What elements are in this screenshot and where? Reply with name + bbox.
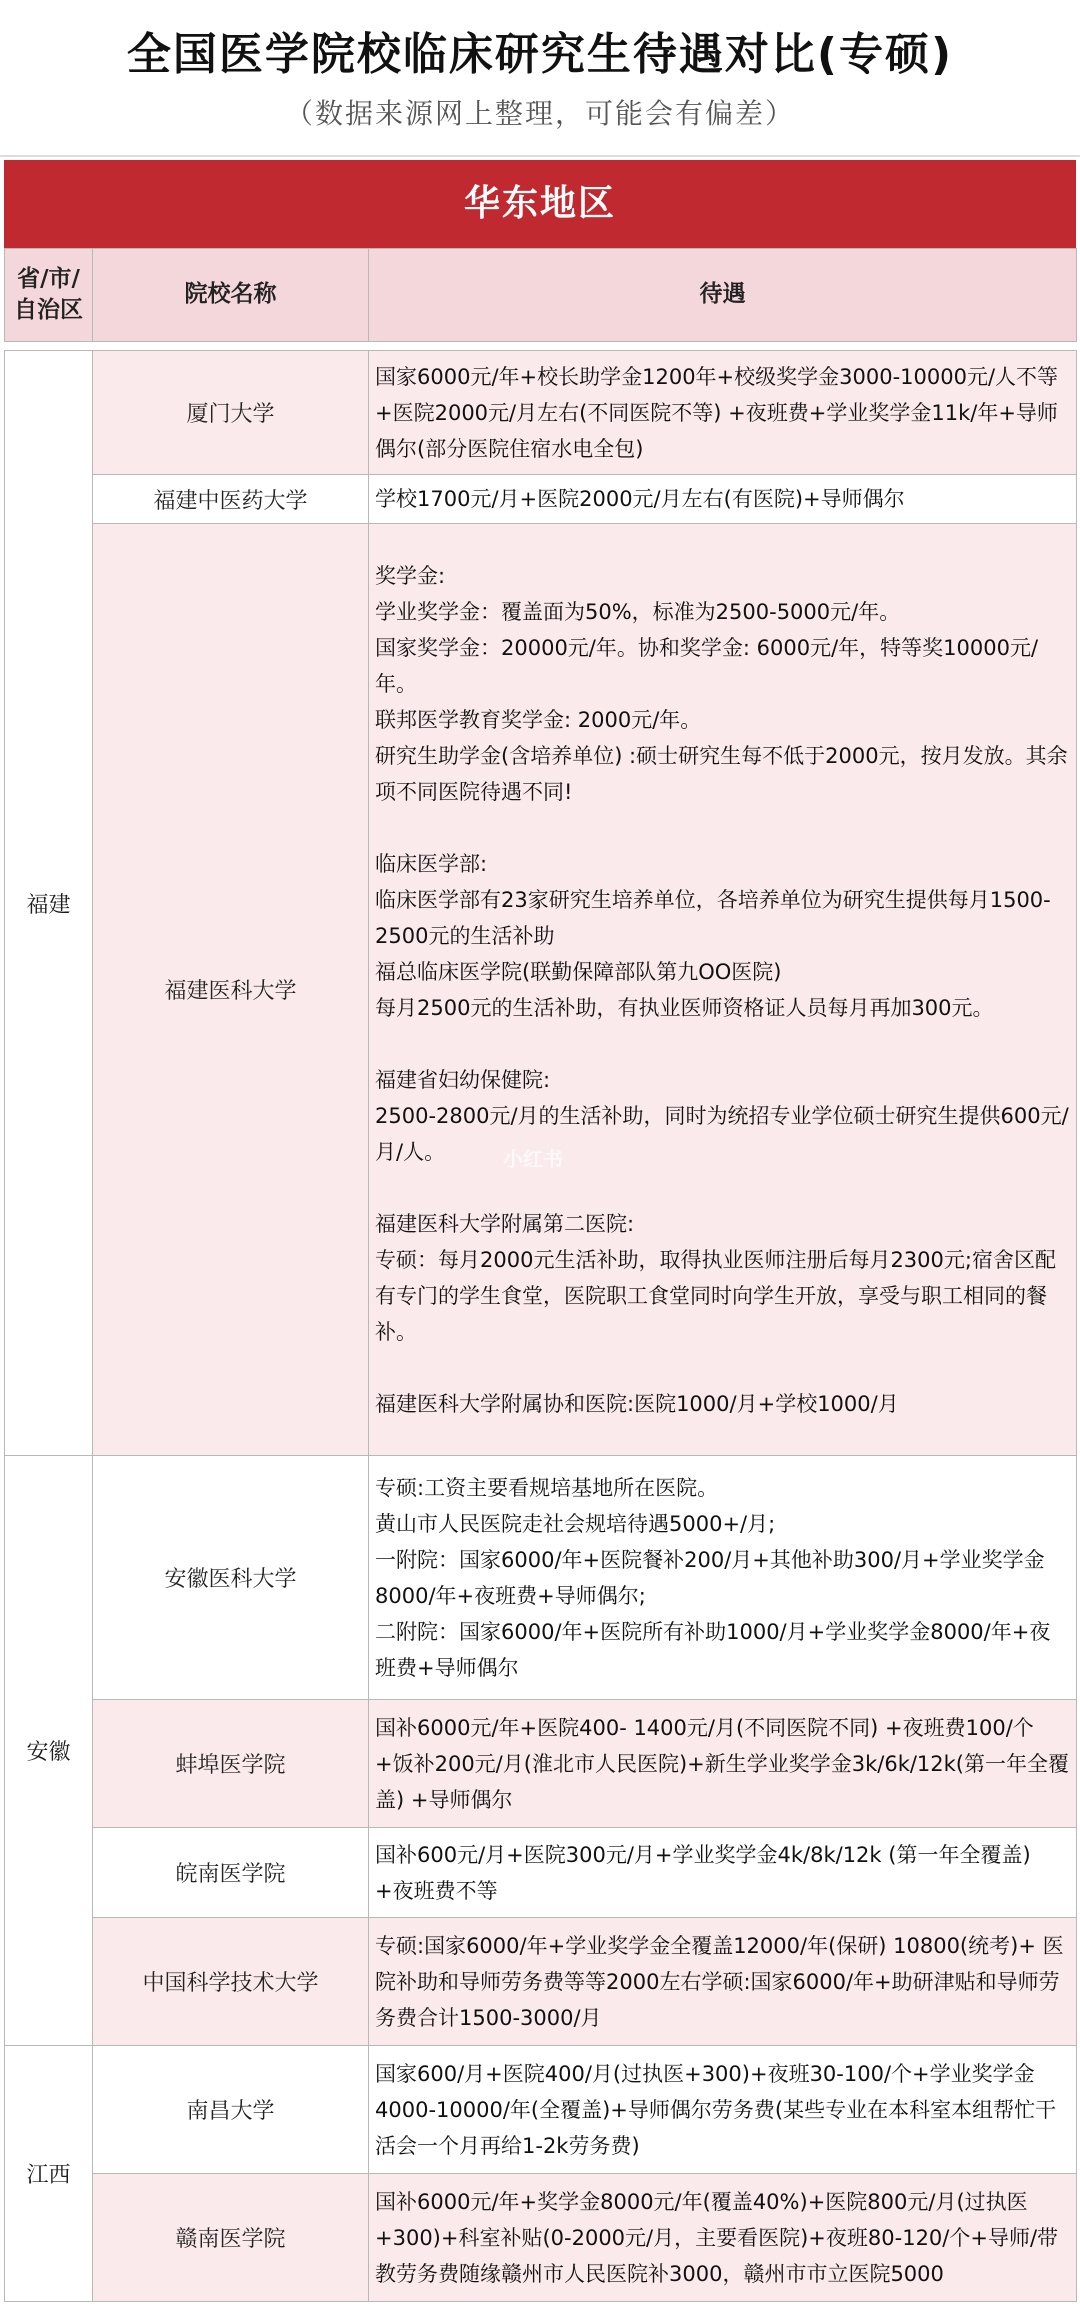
header-divider (0, 155, 1080, 157)
benefit-detail: 国家6000元/年+校长助学金1200年+校级奖学金3000-10000元/人不等+医院2000元/月左右(不同医院不等) +夜班费+学业奖学金11k/年+导师偶尔(部分医院住宿水电全包) (369, 351, 1077, 475)
school-name: 中国科学技术大学 (93, 1918, 369, 2046)
table-header-row (5, 249, 1077, 342)
school-name: 赣南医学院 (93, 2174, 369, 2302)
benefit-detail: 专硕:国家6000/年+学业奖学金全覆盖12000/年(保研) 10800(统考)+ 医院补助和导师劳务费等等2000左右学硕:国家6000/年+助研津贴和导师劳务费合计1500-3000/月 (369, 1918, 1077, 2046)
watermark-logo: 小红书 (503, 1147, 563, 1171)
table-row (5, 1828, 1077, 1918)
table-row (5, 1700, 1077, 1828)
benefit-detail: 国补6000元/年+医院400- 1400元/月(不同医院不同) +夜班费100/个+饭补200元/月(淮北市人民医院)+新生学业奖学金3k/6k/12k(第一年全覆盖) +导师偶尔 (369, 1700, 1077, 1828)
school-name: 皖南医学院 (93, 1828, 369, 1918)
table-row (5, 524, 1077, 1456)
school-name: 福建医科大学 (93, 524, 369, 1456)
table-row (5, 2174, 1077, 2302)
page-subtitle: （数据来源网上整理，可能会有偏差） (284, 97, 795, 130)
table-row (5, 1918, 1077, 2046)
school-name: 安徽医科大学 (93, 1456, 369, 1700)
benefits-table (4, 248, 1077, 2302)
column-header-province: 省/市/自治区 (5, 249, 93, 342)
school-name: 厦门大学 (93, 351, 369, 475)
table-row (5, 1456, 1077, 1700)
school-name: 南昌大学 (93, 2046, 369, 2174)
benefit-detail: 专硕:工资主要看规培基地所在医院。 黄山市人民医院走社会规培待遇5000+/月; 一附院：国家6000/年+医院餐补200/月+其他补助300/月+学业奖学金8000/年+夜班费+导师偶尔; 二附院：国家6000/年+医院所有补助1000/月+学业奖学金8000/年+夜班费+导师偶尔 (369, 1456, 1077, 1700)
table-row (5, 2046, 1077, 2174)
benefit-detail: 奖学金: 学业奖学金：覆盖面为50%，标准为2500-5000元/年。 国家奖学金：20000元/年。协和奖学金: 6000元/年，特等奖10000元/年。 联邦医学教育奖学金: 2000元/年。 研究生助学金(含培养单位) :硕士研究生每不低于2000元，按月发放。其余项不同医院待遇不同! 临床医学部: 临床医学部有23家研究生培养单位，各培养单位为研究生提供每月1500-2500元的生活补助 福总临床医学院(联勤保障部队第九OO医院) 每月2500元的生活补助，有执业医师资格证人员每月再加300元。 福建省妇幼保健院: 2500-2800元/月的生活补助，同时为统招专业学位硕士研究生提供600元/月/人。 福建医科大学附属第二医院: 专硕：每月2000元生活补助，取得执业医师注册后每月2300元;宿舍区配有专门的学生食堂，医院职工食堂同时向学生开放，享受与职工相同的餐补。 福建医科大学附属协和医院:医院1000/月+学校1000/月 (369, 524, 1077, 1456)
page-title: 全国医学院校临床研究生待遇对比(专硕) (126, 29, 954, 80)
province-cell: 福建 (5, 351, 93, 1456)
benefit-detail: 国家600/月+医院400/月(过执医+300)+夜班30-100/个+学业奖学金4000-10000/年(全覆盖)+导师偶尔劳务费(某些专业在本科室本组帮忙干活会一个月再给1-2k劳务费) (369, 2046, 1077, 2174)
province-cell: 江西 (5, 2046, 93, 2302)
school-name: 蚌埠医学院 (93, 1700, 369, 1828)
benefit-detail: 国补600元/月+医院300元/月+学业奖学金4k/8k/12k (第一年全覆盖) +夜班费不等 (369, 1828, 1077, 1918)
school-name: 福建中医药大学 (93, 475, 369, 524)
benefit-detail: 学校1700元/月+医院2000元/月左右(有医院)+导师偶尔 (369, 475, 1077, 524)
province-cell: 安徽 (5, 1456, 93, 2046)
table-row (5, 351, 1077, 475)
region-banner: 华东地区 (4, 160, 1076, 248)
benefit-detail: 国补6000元/年+奖学金8000元/年(覆盖40%)+医院800元/月(过执医+300)+科室补贴(0-2000元/月，主要看医院)+夜班80-120/个+导师/带教劳务费随缘赣州市人民医院补3000，赣州市市立医院5000 (369, 2174, 1077, 2302)
column-header-benefits: 待遇 (369, 249, 1077, 342)
table-spacer (5, 342, 1077, 351)
column-header-school: 院校名称 (93, 249, 369, 342)
table-row (5, 475, 1077, 524)
